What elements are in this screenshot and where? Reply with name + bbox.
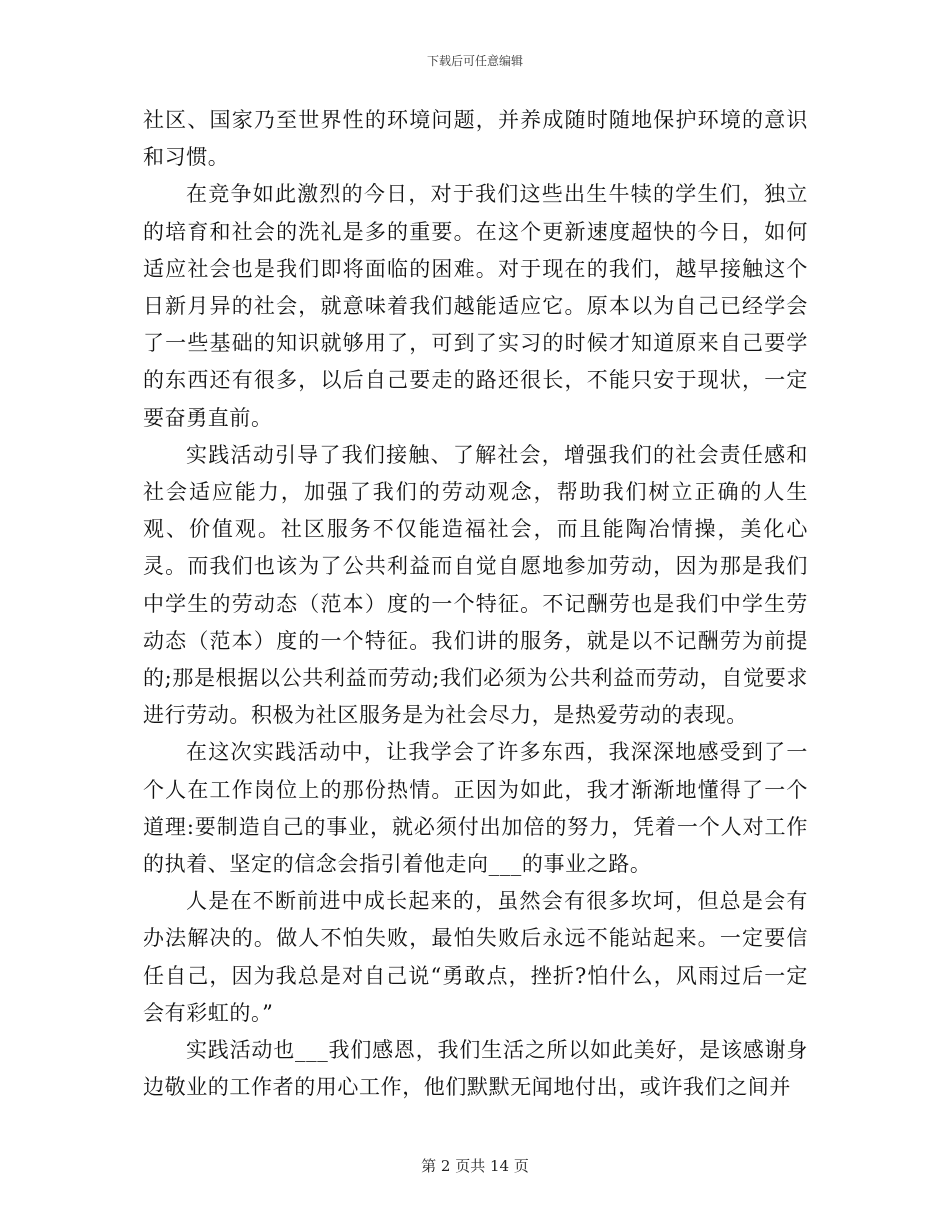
- paragraph-3: 实践活动引导了我们接触、了解社会，增强我们的社会责任感和社会适应能力，加强了我们的劳动观念，帮助我们树立正确的人生观、价值观。社区服务不仅能造福社会，而且能陶冶情操，美化心灵。而我们也该为了公共利益而自觉自愿地参加劳动，因为那是我们中学生的劳动态（范本）度的一个特征。不记酬劳也是我们中学生劳动态（范本）度的一个特征。我们讲的服务，就是以不记酬劳为前提的;那是根据以公共利益而劳动;我们必须为公共利益而劳动，自觉要求进行劳动。积极为社区服务是为社会尽力，是热爱劳动的表现。: [143, 442, 808, 728]
- page-number-footer: 第 2 页共 14 页: [421, 1157, 529, 1175]
- paragraph-1: 社区、国家乃至世界性的环境问题，并养成随时随地保护环境的意识和习惯。: [143, 108, 808, 170]
- paragraph-4: 在这次实践活动中，让我学会了许多东西，我深深地感受到了一个人在工作岗位上的那份热情。正因为如此，我才渐渐地懂得了一个道理:要制造自己的事业，就必须付出加倍的努力，凭着一个人对工作的执着、坚定的信念会指引着他走向___的事业之路。: [143, 740, 808, 877]
- paragraph-5: 人是在不断前进中成长起来的，虽然会有很多坎坷，但总是会有办法解决的。做人不怕失败，最怕失败后永远不能站起来。一定要信任自己，因为我总是对自己说“勇敢点，挫折?怕什么，风雨过后一定会有彩虹的。”: [143, 889, 808, 1025]
- document-body: [143, 102, 808, 1106]
- paragraph-6: 实践活动也___我们感恩，我们生活之所以如此美好，是该感谢身边敬业的工作者的用心工作，他们默默无闻地付出，或许我们之间并: [143, 1038, 808, 1100]
- page-header-note: 下载后可任意编辑: [426, 54, 523, 68]
- paragraph-2: 在竞争如此激烈的今日，对于我们这些出生牛犊的学生们，独立的培育和社会的洗礼是多的重要。在这个更新速度超快的今日，如何适应社会也是我们即将面临的困难。对于现在的我们，越早接触这个日新月异的社会，就意味着我们越能适应它。原本以为自己已经学会了一些基础的知识就够用了，可到了实习的时候才知道原来自己要学的东西还有很多，以后自己要走的路还很长，不能只安于现状，一定要奋勇直前。: [143, 182, 808, 430]
